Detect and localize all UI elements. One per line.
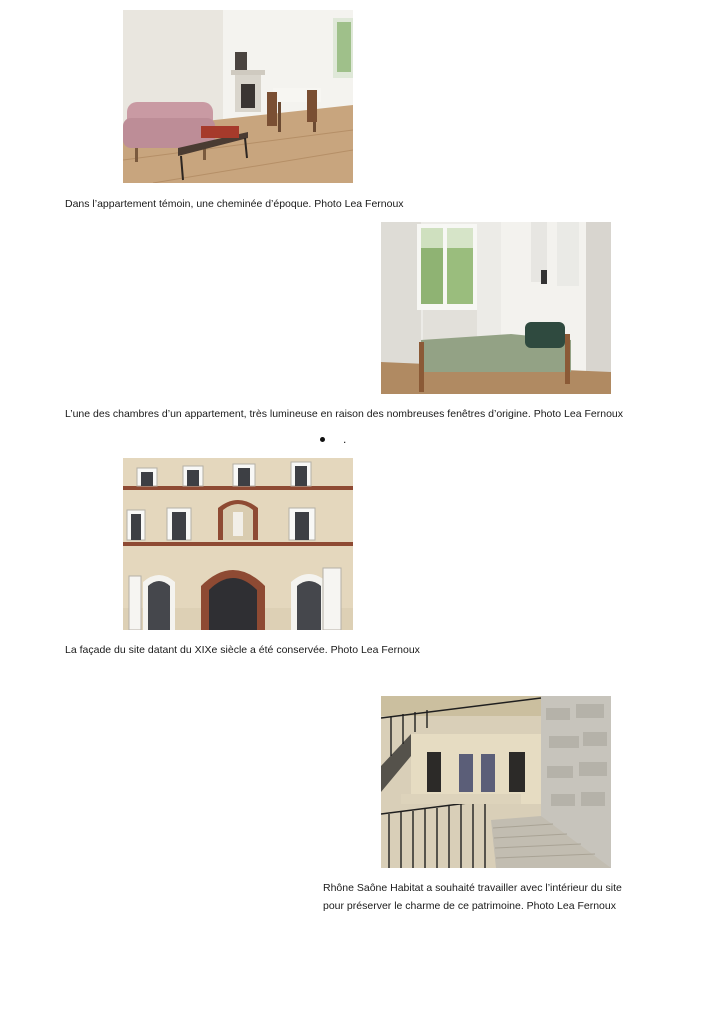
photo-living-room <box>123 10 353 183</box>
caption-facade: La façade du site datant du XIXe siècle a été conservée. Photo Lea Fernoux <box>65 644 420 656</box>
caption-courtyard-line2: pour préserver le charme de ce patrimoine. Photo Lea Fernoux <box>323 900 616 912</box>
photo-bedroom <box>381 222 611 394</box>
photo-facade <box>123 458 353 630</box>
caption-bedroom: L’une des chambres d’un appartement, très lumineuse en raison des nombreuses fenêtres d’origine. Photo Lea Fernoux <box>65 408 624 420</box>
photo-courtyard <box>381 696 611 868</box>
bullet-item <box>320 432 346 446</box>
bullet-text: . <box>343 432 347 446</box>
caption-living-room: Dans l’appartement témoin, une cheminée d’époque. Photo Lea Fernoux <box>65 198 404 210</box>
bullet-dot-icon <box>320 437 325 442</box>
caption-courtyard-line1: Rhône Saône Habitat a souhaité travailler avec l’intérieur du site <box>323 882 622 894</box>
